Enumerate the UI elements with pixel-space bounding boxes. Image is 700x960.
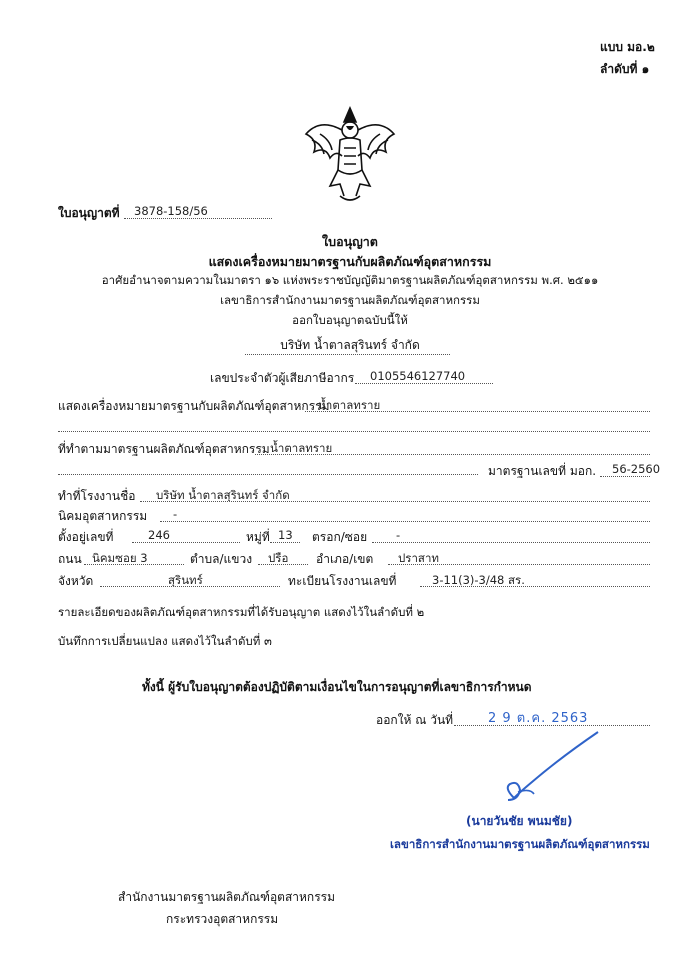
subdistrict-label: ตำบล/แขวง	[190, 552, 253, 566]
house-no-line	[132, 542, 240, 543]
factory-line	[140, 501, 650, 502]
road-line	[84, 564, 184, 565]
district-value: ปราสาท	[398, 551, 439, 565]
license-no-label: ใบอนุญาตที่	[58, 206, 120, 220]
std-product-value: น้ำตาลทราย	[270, 441, 333, 455]
office-name: สำนักงานมาตรฐานผลิตภัณฑ์อุตสาหกรรม	[118, 890, 336, 904]
issued-label: ออกให้ ณ วันที่	[376, 713, 454, 727]
signer-title: เลขาธิการสำนักงานมาตรฐานผลิตภัณฑ์อุตสาหกรรม	[390, 837, 650, 851]
soi-value: -	[396, 528, 401, 542]
detail-note: รายละเอียดของผลิตภัณฑ์อุตสาหกรรมที่ได้รับอนุญาต แสดงไว้ในลำดับที่ ๒	[58, 605, 425, 619]
condition-note: ทั้งนี้ ผู้รับใบอนุญาตต้องปฏิบัติตามเงื่อนไขในการอนุญาตที่เลขาธิการกำหนด	[142, 680, 532, 694]
soi-label: ตรอก/ซอย	[312, 530, 368, 544]
tax-id-line	[355, 383, 493, 384]
factory-reg-value: 3-11(3)-3/48 สร.	[432, 573, 525, 587]
garuda-emblem	[300, 100, 400, 210]
license-heading: ใบอนุญาต	[322, 234, 378, 249]
issued-line	[454, 725, 650, 726]
estate-value: -	[173, 507, 178, 521]
std-product-label: ที่ทำตามมาตรฐานผลิตภัณฑ์อุตสาหกรรม	[58, 442, 270, 456]
ministry-name: กระทรวงอุตสาหกรรม	[166, 912, 279, 926]
house-no-label: ตั้งอยู่เลขที่	[58, 530, 114, 544]
moo-label: หมู่ที่	[246, 530, 270, 544]
company-line	[245, 354, 450, 355]
issued-date: 2 9 ต.ค. 2563	[488, 711, 589, 726]
signer-name: (นายวันชัย พนมชัย)	[466, 814, 573, 828]
factory-value: บริษัท น้ำตาลสุรินทร์ จำกัด	[156, 488, 290, 502]
road-label: ถนน	[58, 552, 82, 566]
tax-id-value: 0105546127740	[370, 369, 466, 383]
factory-reg-label: ทะเบียนโรงงานเลขที่	[288, 574, 397, 588]
province-line	[100, 586, 280, 587]
estate-line	[160, 521, 650, 522]
form-code: แบบ มอ.๒	[600, 40, 655, 54]
authority-line: อาศัยอำนาจตามความในมาตรา ๑๖ แห่งพระราชบัญญัติมาตรฐานผลิตภัณฑ์อุตสาหกรรม พ.ศ. ๒๕๑๑	[101, 273, 599, 287]
company-name: บริษัท น้ำตาลสุรินทร์ จำกัด	[280, 338, 420, 352]
province-value: สุรินทร์	[168, 573, 203, 587]
blank-line-2	[58, 474, 478, 475]
district-label: อำเภอ/เขต	[316, 552, 374, 566]
estate-label: นิคมอุตสาหกรรม	[58, 509, 148, 523]
mark-product-value: น้ำตาลทราย	[318, 398, 381, 412]
secretary-line: เลขาธิการสำนักงานมาตรฐานผลิตภัณฑ์อุตสาหกรรม	[220, 293, 480, 307]
province-label: จังหวัด	[58, 574, 94, 588]
issue-line: ออกใบอนุญาตฉบับนี้ให้	[292, 313, 408, 327]
mark-product-label: แสดงเครื่องหมายมาตรฐานกับผลิตภัณฑ์อุตสาหกรรม	[58, 399, 330, 413]
factory-reg-line	[420, 586, 650, 587]
tax-id-label: เลขประจำตัวผู้เสียภาษีอากร	[210, 371, 355, 385]
change-note: บันทึกการเปลี่ยนแปลง แสดงไว้ในลำดับที่ ๓	[58, 634, 272, 648]
signature	[490, 728, 610, 808]
std-no-line	[600, 476, 650, 477]
std-no-label: มาตรฐานเลขที่ มอก.	[488, 464, 597, 478]
district-line	[388, 564, 650, 565]
license-subheading: แสดงเครื่องหมายมาตรฐานกับผลิตภัณฑ์อุตสาหกรรม	[208, 254, 492, 269]
road-value: นิคมซอย 3	[92, 551, 148, 565]
soi-line	[372, 542, 650, 543]
license-no-line	[124, 218, 272, 219]
moo-value: 13	[278, 528, 293, 542]
std-product-line	[255, 454, 650, 455]
blank-line-1	[58, 431, 650, 432]
subdistrict-line	[258, 564, 308, 565]
factory-label: ทำที่โรงงานชื่อ	[58, 489, 136, 503]
subdistrict-value: ปรือ	[268, 551, 289, 565]
license-no-value: 3878-158/56	[134, 204, 208, 218]
std-no-value: 56-2560	[612, 462, 661, 476]
sequence-number: ลำดับที่ ๑	[600, 62, 650, 76]
house-no-value: 246	[148, 528, 170, 542]
mark-product-line	[305, 411, 650, 412]
moo-line	[270, 542, 300, 543]
